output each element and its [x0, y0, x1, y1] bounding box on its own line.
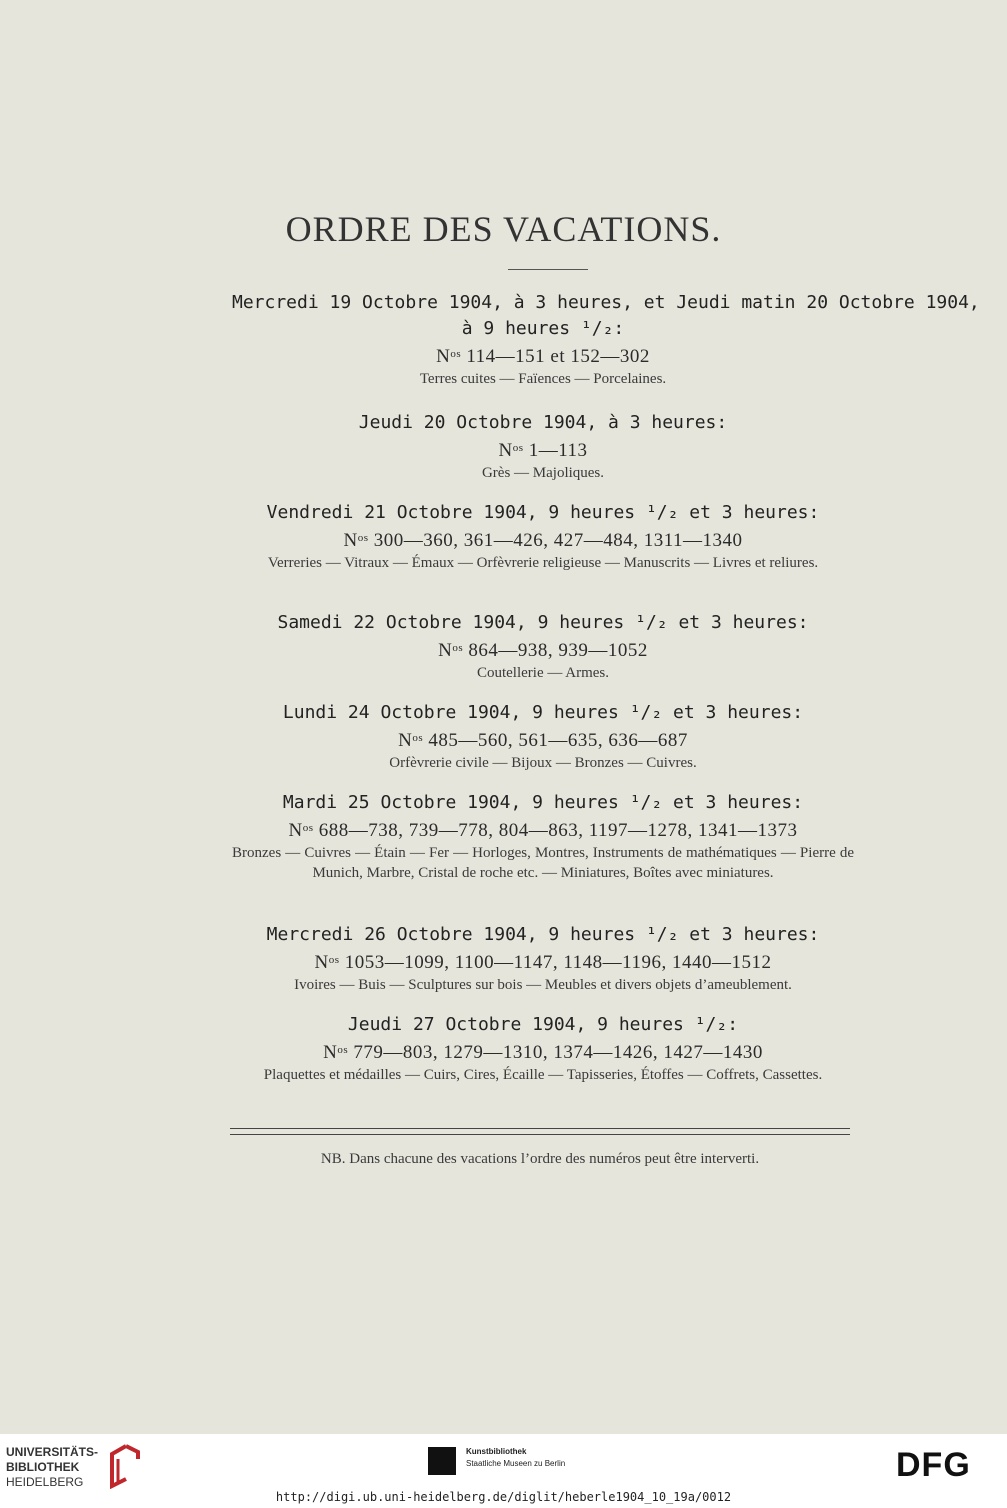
- lot-categories: Bronzes — Cuivres — Étain — Fer — Horloges, Montres, Instruments de mathématiques — Pierre de Munich, Marbre, Cristal de roche etc. — Miniatures, Boîtes avec miniatures.: [232, 845, 854, 881]
- session-1: [232, 290, 980, 389]
- session-heading: Mardi 25 Octobre 1904, 9 heures ¹/₂ et 3 heures:: [282, 792, 804, 813]
- double-rule-bottom: [230, 1134, 850, 1135]
- session-2: [232, 410, 854, 483]
- lot-numbers: $N^{os}$ 300—360, 361—426, 427—484, 1311—1340: [343, 530, 743, 551]
- page-title: ORDRE DES VACATIONS.: [285, 209, 722, 249]
- lot-categories: Orfèvrerie civile — Bijoux — Bronzes — Cuivres.: [389, 755, 697, 771]
- lot-numbers: $N^{os}$ 1053—1099, 1100—1147, 1148—1196, 1440—1512: [314, 952, 772, 973]
- session-heading: Jeudi 20 Octobre 1904, à 3 heures:: [358, 412, 728, 433]
- session-heading: Samedi 22 Octobre 1904, 9 heures ¹/₂ et 3 heures:: [277, 612, 809, 633]
- dfg-logo: DFG: [896, 1446, 971, 1484]
- lot-categories: Plaquettes et médailles — Cuirs, Cires, Écaille — Tapisseries, Étoffes — Coffrets, Cassettes.: [263, 1067, 823, 1083]
- lot-categories: Verreries — Vitraux — Émaux — Orfèvrerie religieuse — Manuscrits — Livres et reliures.: [267, 555, 819, 571]
- session-8: [232, 1012, 854, 1085]
- lot-categories: Ivoires — Buis — Sculptures sur bois — Meubles et divers objets d’ameublement.: [294, 977, 792, 993]
- session-7: [232, 922, 854, 995]
- kunstbibliothek-logo-icon: [428, 1447, 456, 1475]
- double-rule-top: [230, 1128, 850, 1129]
- session-3: [232, 500, 854, 573]
- ub-logo-icon: [104, 1443, 140, 1489]
- lot-numbers: $N^{os}$ 1—113: [498, 440, 588, 461]
- session-5: [232, 700, 854, 773]
- session-heading: Jeudi 27 Octobre 1904, 9 heures ¹/₂:: [347, 1014, 739, 1035]
- session-heading: Mercredi 26 Octobre 1904, 9 heures ¹/₂ et 3 heures:: [266, 924, 820, 945]
- session-heading: Vendredi 21 Octobre 1904, 9 heures ¹/₂ et 3 heures:: [266, 502, 820, 523]
- session-heading: Mercredi 19 Octobre 1904, à 3 heures, et Jeudi matin 20 Octobre 1904,: [232, 292, 980, 313]
- footnote: NB. Dans chacune des vacations l’ordre des numéros peut être interverti.: [320, 1151, 760, 1167]
- session-heading-cont: à 9 heures ¹/₂:: [461, 318, 625, 339]
- session-6: [232, 790, 854, 883]
- permalink-url[interactable]: http://digi.ub.uni-heidelberg.de/diglit/heberle1904_10_19a/0012: [275, 1490, 732, 1504]
- lot-categories: Grès — Majoliques.: [481, 465, 605, 481]
- ub-heidelberg-logo-text: UNIVERSITÄTS- BIBLIOTHEK HEIDELBERG: [6, 1445, 99, 1489]
- lot-categories: Coutellerie — Armes.: [476, 665, 610, 681]
- lot-numbers: $N^{os}$ 114—151 et 152—302: [436, 346, 650, 367]
- lot-numbers: $N^{os}$ 688—738, 739—778, 804—863, 1197—1278, 1341—1373: [288, 820, 798, 841]
- title-divider: [508, 269, 588, 270]
- lot-categories: Terres cuites — Faïences — Porcelaines.: [419, 371, 667, 387]
- session-heading: Lundi 24 Octobre 1904, 9 heures ¹/₂ et 3 heures:: [282, 702, 804, 723]
- lot-numbers: $N^{os}$ 485—560, 561—635, 636—687: [398, 730, 688, 751]
- lot-numbers: $N^{os}$ 779—803, 1279—1310, 1374—1426, 1427—1430: [323, 1042, 763, 1063]
- session-4: [232, 610, 854, 683]
- lot-numbers: $N^{os}$ 864—938, 939—1052: [438, 640, 648, 661]
- kunstbibliothek-logo-text: Kunstbibliothek Staatliche Museen zu Berlin: [466, 1447, 566, 1468]
